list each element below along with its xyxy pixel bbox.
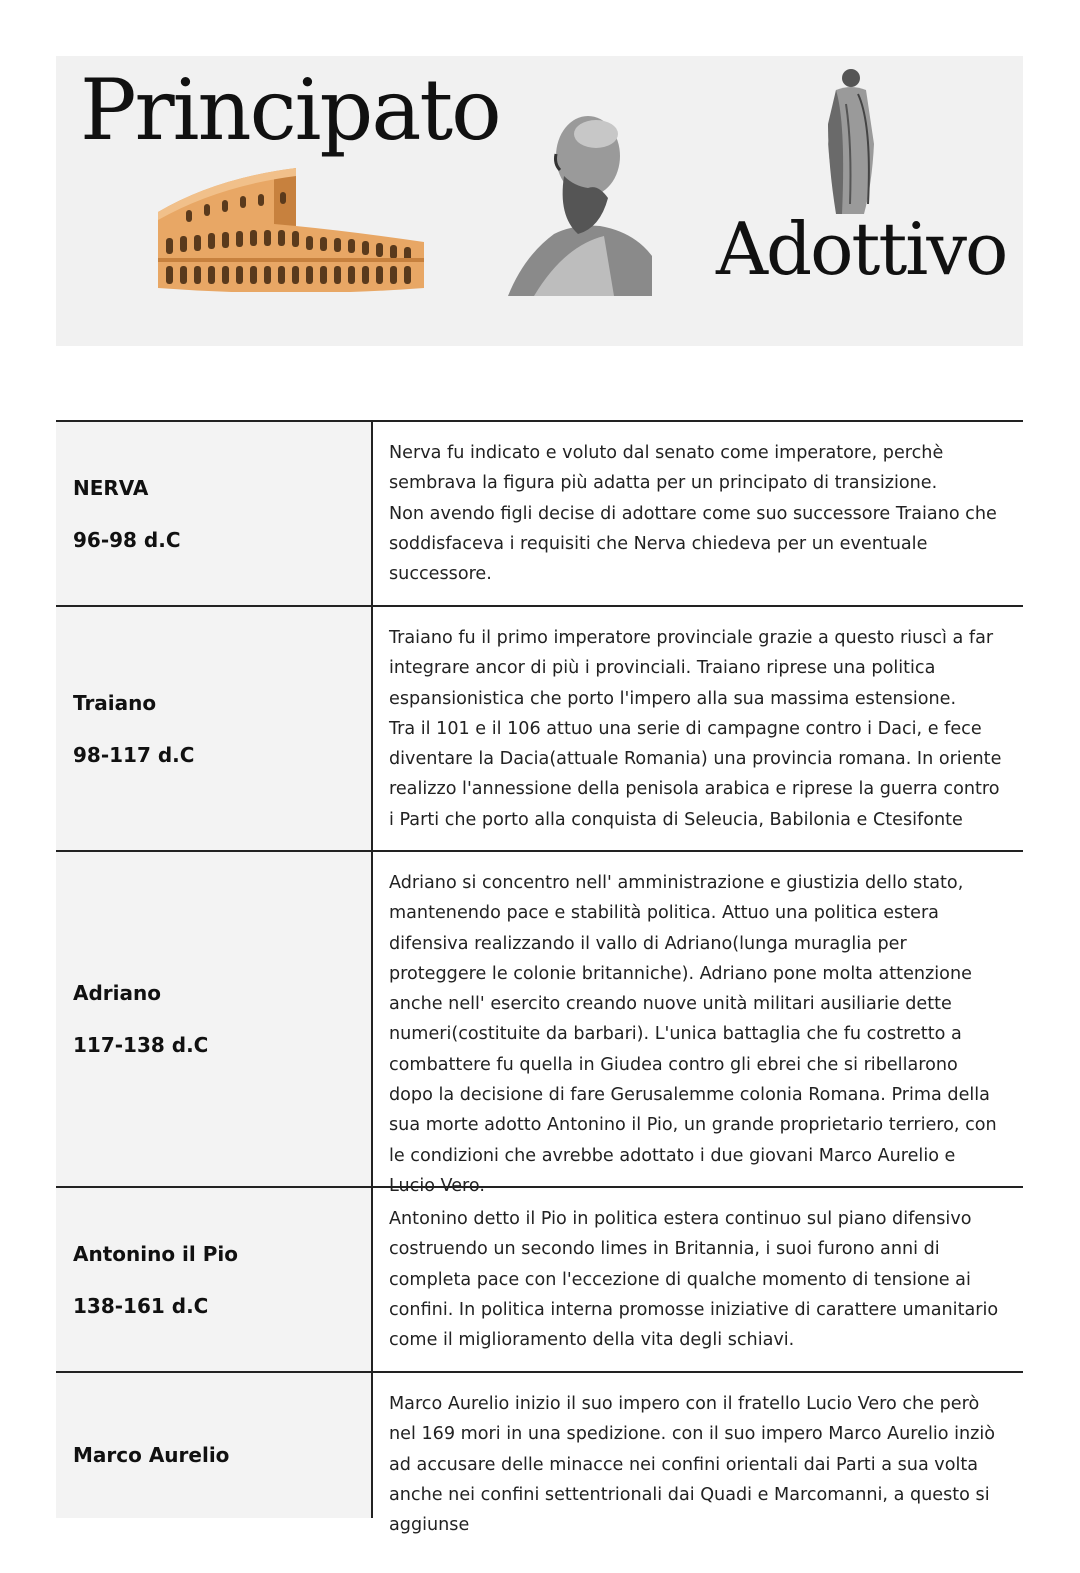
emperor-name: Traiano: [73, 690, 157, 715]
description-cell: [373, 852, 1023, 1196]
description-paragraph: Marco Aurelio inizio il suo impero con il fratello Lucio Vero che però nel 169 mori in una spedizione. con il suo impero Marco Aurelio inziò ad accusare delle minacce nei confini orientali dai Parti a sua volta anche nei confini settentrionali dai Quadi e Marcomanni, a questo si aggiunse: [389, 1394, 996, 1536]
emperor-name: Adriano: [73, 981, 161, 1005]
bust-icon: [504, 106, 664, 302]
title-principato: Principato: [80, 61, 500, 159]
emperor-name: Antonino il Pio: [73, 1241, 238, 1266]
table-row: [56, 852, 1023, 1196]
description-cell: [373, 1188, 1023, 1371]
emperor-years: 138-161 d.C: [73, 1293, 209, 1318]
emperor-cell: [56, 1188, 373, 1371]
emperor-cell: [56, 1373, 373, 1518]
table-row: [56, 1188, 1023, 1373]
description-paragraph: Antonino detto il Pio in politica estera continuo sul piano difensivo costruendo un secondo limes in Britannia, i suoi furono anni di completa pace con l'eccezione di qualche momento di tensione ai confini. In politica interna promosse iniziative di carattere umanitario come il miglioramento della vita degli schiavi.: [389, 1209, 999, 1351]
description-paragraph: Nerva fu indicato e voluto dal senato come imperatore, perchè sembrava la figura più adatta per un principato di transizione.: [389, 443, 944, 494]
emperor-cell: [56, 422, 373, 605]
description-paragraph: Traiano fu il primo imperatore provinciale grazie a questo riuscì a far integrare ancor di più i provinciali. Traiano riprese una politica espansionistica che porto l'impero alla sua massima estensione.: [389, 628, 994, 709]
description-paragraph: Tra il 101 e il 106 attuo una serie di campagne contro i Daci, e fece diventare la Dacia(attuale Romania) una provincia romana. In oriente realizzo l'annessione della penisola arabica e riprese la guerra contro i Parti che porto alla conquista di Seleucia, Babilonia e Ctesifonte: [389, 718, 1002, 830]
colosseum-icon: [156, 160, 426, 292]
emperor-cell: [56, 852, 373, 1186]
title-adottivo: Adottivo: [716, 207, 1007, 291]
description-paragraph: Non avendo figli decise di adottare come suo successore Traiano che soddisfaceva i requisiti che Nerva chiedeva per un eventuale successore.: [389, 503, 997, 585]
description-paragraph: Adriano si concentro nell' amministrazione e giustizia dello stato, mantenendo pace e stabilità politica. Attuo una politica estera difensiva realizzando il vallo di Adriano(lunga muraglia per proteggere le colonie britanniche). Adriano pone molta attenzione anche nell' esercito creando nuove unità militari ausiliarie dette numeri(costituite da barbari). L'unica battaglia che fu costretto a combattere fu quella in Giudea contro gli ebrei che si ribellarono dopo la decisione di fare Gerusalemme colonia Romana. Prima della sua morte adotto Antonino il Pio, un grande proprietario terriero, con le condizioni che avrebbe adottato i due giovani Marco Aurelio e Lucio Vero.: [389, 873, 997, 1196]
description-cell: [373, 607, 1023, 850]
description-cell: [373, 1373, 1023, 1536]
header-banner: [56, 56, 1023, 346]
description-cell: [373, 422, 1023, 605]
emperor-name: NERVA: [73, 475, 149, 500]
emperor-years: 117-138 d.C: [73, 1033, 209, 1057]
emperor-years: 98-117 d.C: [73, 742, 195, 767]
emperor-years: 96-98 d.C: [73, 527, 181, 552]
table-row: [56, 1373, 1023, 1536]
emperor-name: Marco Aurelio: [73, 1443, 230, 1467]
statue-icon: [816, 64, 886, 220]
emperors-table: [56, 420, 1023, 1536]
table-row: [56, 422, 1023, 607]
table-row: [56, 607, 1023, 852]
emperor-cell: [56, 607, 373, 850]
